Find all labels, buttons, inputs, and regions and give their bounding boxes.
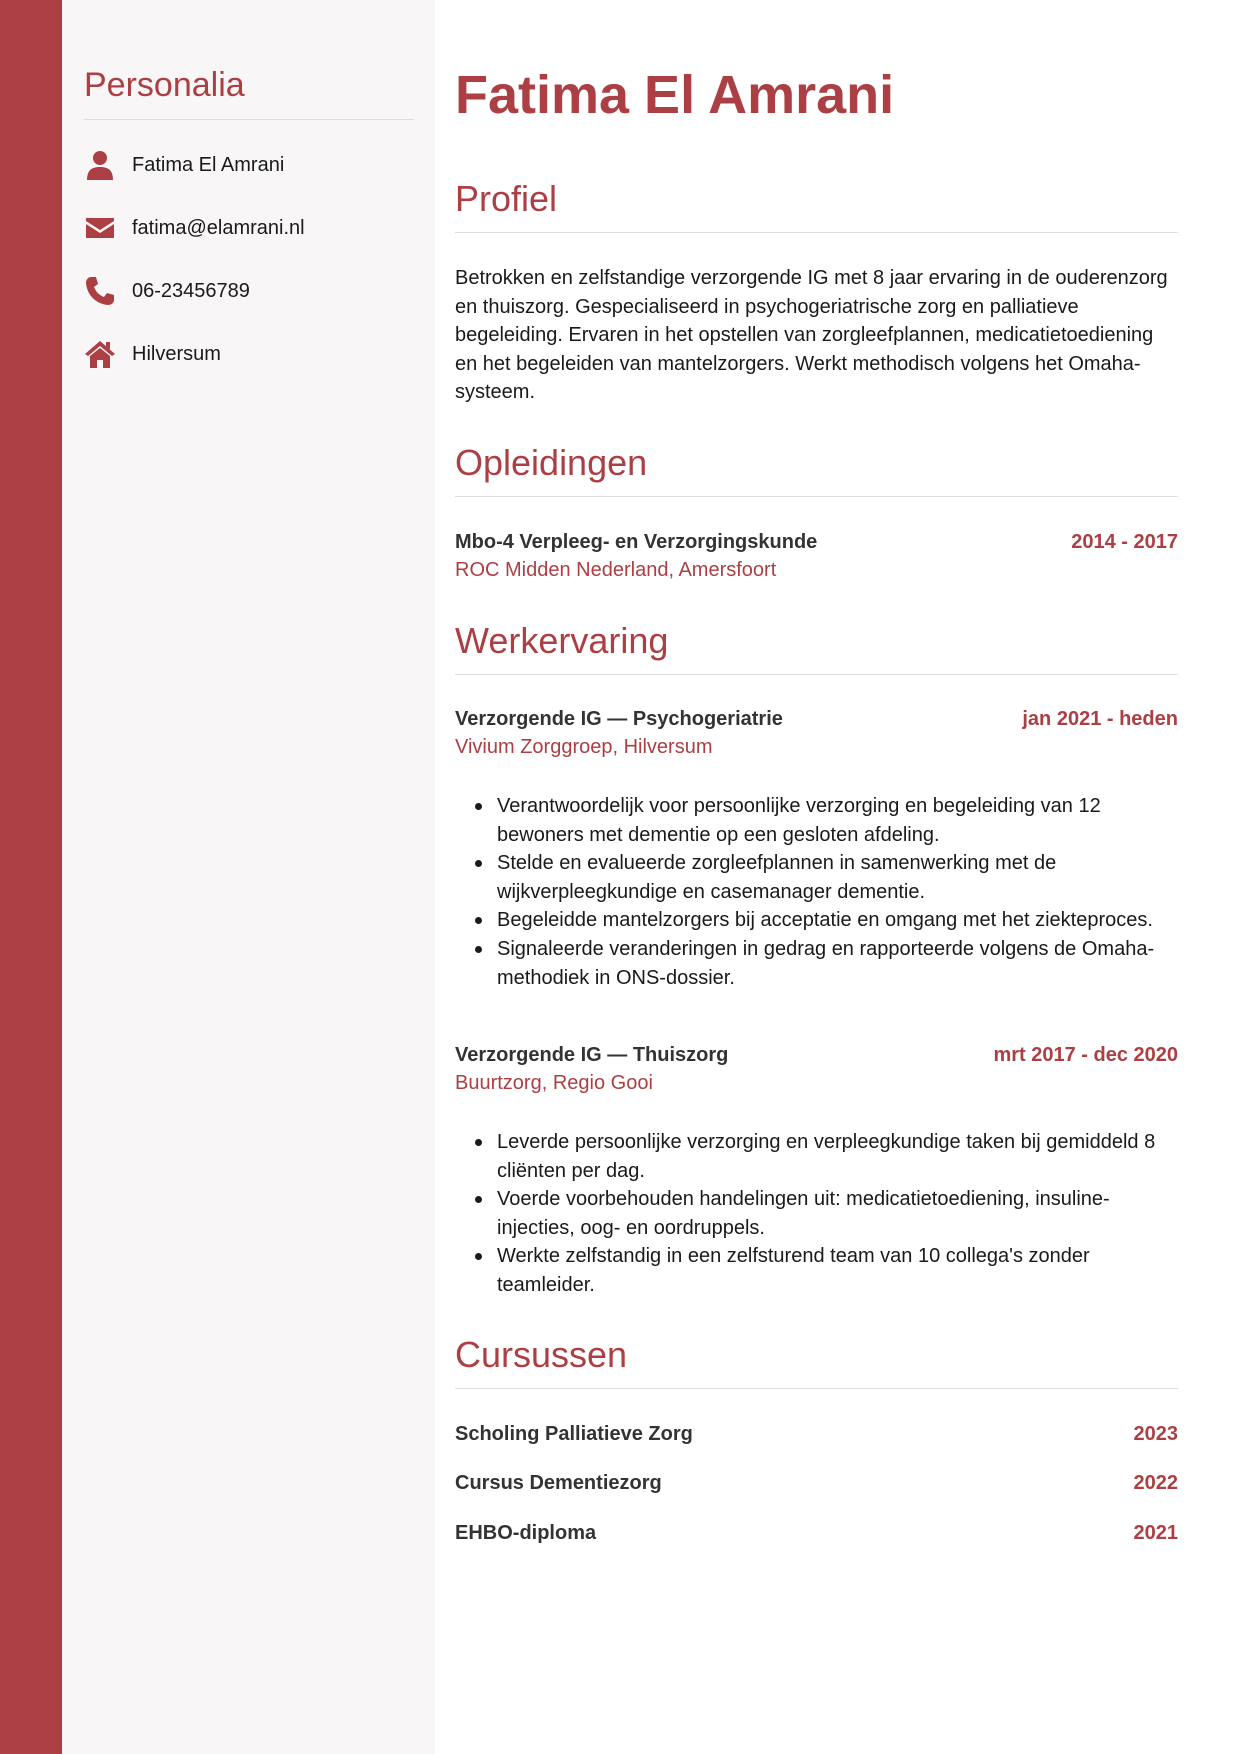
course-title: Scholing Palliatieve Zorg: [455, 1423, 693, 1445]
job-responsibilities: [455, 792, 1178, 992]
sidebar: [62, 0, 435, 1754]
list-item: Voerde voorbehouden handelingen uit: medicatietoediening, insuline-injecties, oog- en oordruppels.: [497, 1185, 1178, 1242]
list-item: Begeleidde mantelzorgers bij acceptatie en omgang met het ziekteproces.: [497, 906, 1178, 935]
contact-email[interactable]: [82, 208, 305, 248]
course-year: 2023: [1133, 1423, 1178, 1445]
job-entry: [455, 708, 1178, 731]
job-entry: [455, 1044, 1178, 1067]
education-divider: [455, 496, 1178, 497]
profile-text: Betrokken en zelfstandige verzorgende IG met 8 jaar ervaring in de ouderenzorg en thuiszorg. Gespecialiseerd in psychogeriatrische zorg en palliatieve begeleiding. Ervaren in het opstellen van zorgleefplannen, medicatietoediening en het begeleiden van mantelzorgers. Werkt methodisch volgens het Omaha-systeem.: [455, 267, 1168, 404]
profile-divider: [455, 232, 1178, 233]
education-institution: ROC Midden Nederland, Amersfoort: [455, 559, 777, 581]
experience-divider: [455, 674, 1178, 675]
job-date: mrt 2017 - dec 2020: [993, 1044, 1178, 1066]
course-year: 2021: [1133, 1522, 1178, 1544]
phone-icon: [82, 273, 118, 309]
education-entry: [455, 531, 1178, 554]
sidebar-title: Personalia: [84, 66, 245, 104]
courses-heading: Cursussen: [455, 1334, 628, 1375]
course-entry: [455, 1472, 1178, 1495]
course-title: Cursus Dementiezorg: [455, 1472, 662, 1494]
education-heading: Opleidingen: [455, 442, 648, 483]
course-title: EHBO-diploma: [455, 1522, 597, 1544]
list-item: Leverde persoonlijke verzorging en verpleegkundige taken bij gemiddeld 8 cliënten per dag.: [497, 1128, 1178, 1185]
envelope-icon: [82, 210, 118, 246]
contact-name-text: Fatima El Amrani: [132, 153, 285, 176]
job-responsibilities: [455, 1128, 1178, 1300]
course-year: 2022: [1133, 1472, 1178, 1494]
job-employer: Buurtzorg, Regio Gooi: [455, 1072, 653, 1094]
contact-phone[interactable]: [82, 271, 250, 311]
courses-divider: [455, 1388, 1178, 1389]
education-date: 2014 - 2017: [1071, 531, 1178, 553]
course-entry: [455, 1522, 1178, 1545]
list-item: Signaleerde veranderingen in gedrag en rapporteerde volgens de Omaha-methodiek in ONS-dossier.: [497, 935, 1178, 992]
home-icon: [82, 336, 118, 372]
profile-heading: Profiel: [455, 178, 558, 219]
contact-location: [82, 334, 221, 374]
contact-email-text[interactable]: fatima@elamrani.nl: [132, 216, 305, 239]
contact-name: [82, 145, 284, 185]
user-icon: [82, 147, 118, 183]
experience-heading: Werkervaring: [455, 620, 669, 661]
contact-location-text: Hilversum: [132, 342, 221, 365]
accent-bar: [0, 0, 62, 1754]
list-item: Werkte zelfstandig in een zelfsturend team van 10 collega's zonder teamleider.: [497, 1242, 1178, 1299]
course-entry: [455, 1423, 1178, 1446]
job-title: Verzorgende IG — Psychogeriatrie: [455, 708, 783, 730]
education-title: Mbo-4 Verpleeg- en Verzorgingskunde: [455, 531, 818, 553]
list-item: Verantwoordelijk voor persoonlijke verzorging en begeleiding van 12 bewoners met dementie op een gesloten afdeling.: [497, 792, 1178, 849]
job-employer: Vivium Zorggroep, Hilversum: [455, 736, 713, 758]
contact-phone-text[interactable]: 06-23456789: [132, 279, 250, 302]
candidate-name: Fatima El Amrani: [455, 65, 895, 125]
list-item: Stelde en evalueerde zorgleefplannen in samenwerking met de wijkverpleegkundige en casemanager dementie.: [497, 849, 1178, 906]
job-date: jan 2021 - heden: [1022, 708, 1178, 730]
job-title: Verzorgende IG — Thuiszorg: [455, 1044, 729, 1066]
sidebar-divider: [84, 119, 414, 120]
